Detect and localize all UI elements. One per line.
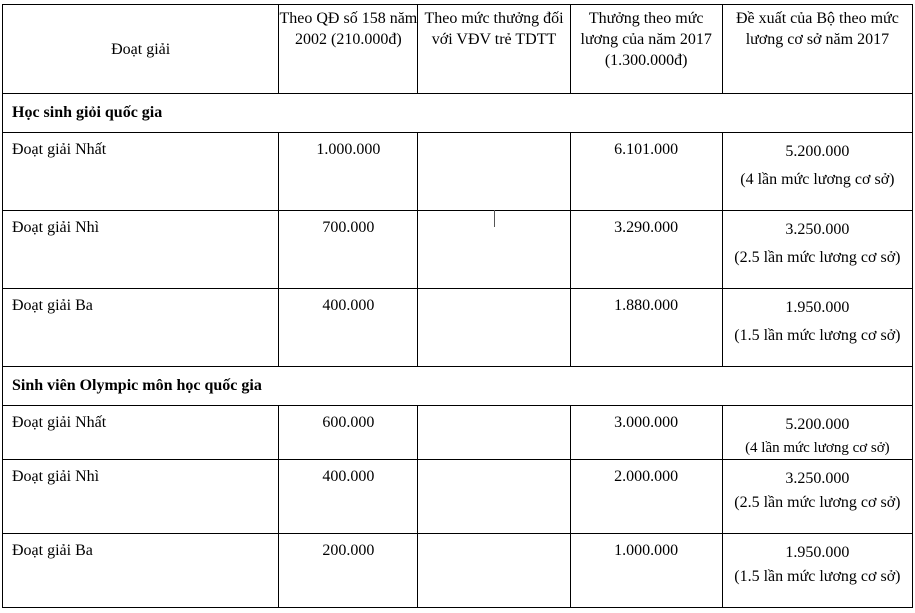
luong2017-value: 1.000.000 [570,534,722,608]
table-row [3,133,913,211]
award-label: Đoạt giải Nhất [3,133,279,211]
section-title: Học sinh giỏi quốc gia [3,94,913,133]
award-label: Đoạt giải Nhất [3,406,279,460]
proposal-value: 5.200.000 [785,143,850,160]
luong2017-value: 3.000.000 [570,406,722,460]
award-label: Đoạt giải Ba [3,289,279,367]
table-row [3,406,913,460]
reward-table [2,4,913,608]
award-label: Đoạt giải Nhì [3,211,279,289]
proposal-cell [722,406,912,460]
proposal-cell [722,133,912,211]
qd158-value: 200.000 [279,534,418,608]
table-row [3,534,913,608]
qd158-value: 700.000 [279,211,418,289]
luong2017-value: 1.880.000 [570,289,722,367]
award-label: Đoạt giải Ba [3,534,279,608]
section-title: Sinh viên Olympic môn học quốc gia [3,367,913,406]
luong2017-value: 2.000.000 [570,460,722,534]
vdv-value [418,460,570,534]
proposal-note: (2.5 lần mức lương cơ sở) [734,249,901,266]
header-qd158: Theo QĐ số 158 năm 2002 (210.000đ) [279,5,418,94]
table-row [3,289,913,367]
award-label: Đoạt giải Nhì [3,460,279,534]
proposal-cell [722,289,912,367]
header-vdv: Theo mức thưởng đối với VĐV trẻ TDTT [418,5,570,94]
table-row [3,211,913,289]
proposal-value: 1.950.000 [785,544,850,561]
proposal-value: 1.950.000 [785,299,850,316]
proposal-cell [722,211,912,289]
proposal-cell [722,534,912,608]
table-row [3,460,913,534]
proposal-note: (1.5 lần mức lương cơ sở) [734,568,901,585]
proposal-cell [722,460,912,534]
qd158-value: 400.000 [279,289,418,367]
luong2017-value: 6.101.000 [570,133,722,211]
proposal-note: (4 lần mức lương cơ sở) [740,171,895,188]
text-cursor [494,210,495,227]
proposal-note: (4 lần mức lương cơ sở) [745,440,890,456]
vdv-value [418,406,570,460]
proposal-value: 5.200.000 [785,416,850,433]
qd158-value: 400.000 [279,460,418,534]
section-row [3,367,913,406]
header-proposal: Đề xuất của Bộ theo mức lương cơ sở năm 2017 [722,5,912,94]
proposal-value: 3.250.000 [785,470,850,487]
section-row [3,94,913,133]
header-luong2017: Thưởng theo mức lương của năm 2017 (1.300.000đ) [570,5,722,94]
proposal-note: (1.5 lần mức lương cơ sở) [734,327,901,344]
vdv-value [418,289,570,367]
proposal-value: 3.250.000 [785,221,850,238]
header-row [3,5,913,94]
qd158-value: 1.000.000 [279,133,418,211]
qd158-value: 600.000 [279,406,418,460]
header-award: Đoạt giải [3,5,279,94]
vdv-value [418,133,570,211]
proposal-note: (2.5 lần mức lương cơ sở) [734,494,901,511]
vdv-value [418,534,570,608]
luong2017-value: 3.290.000 [570,211,722,289]
